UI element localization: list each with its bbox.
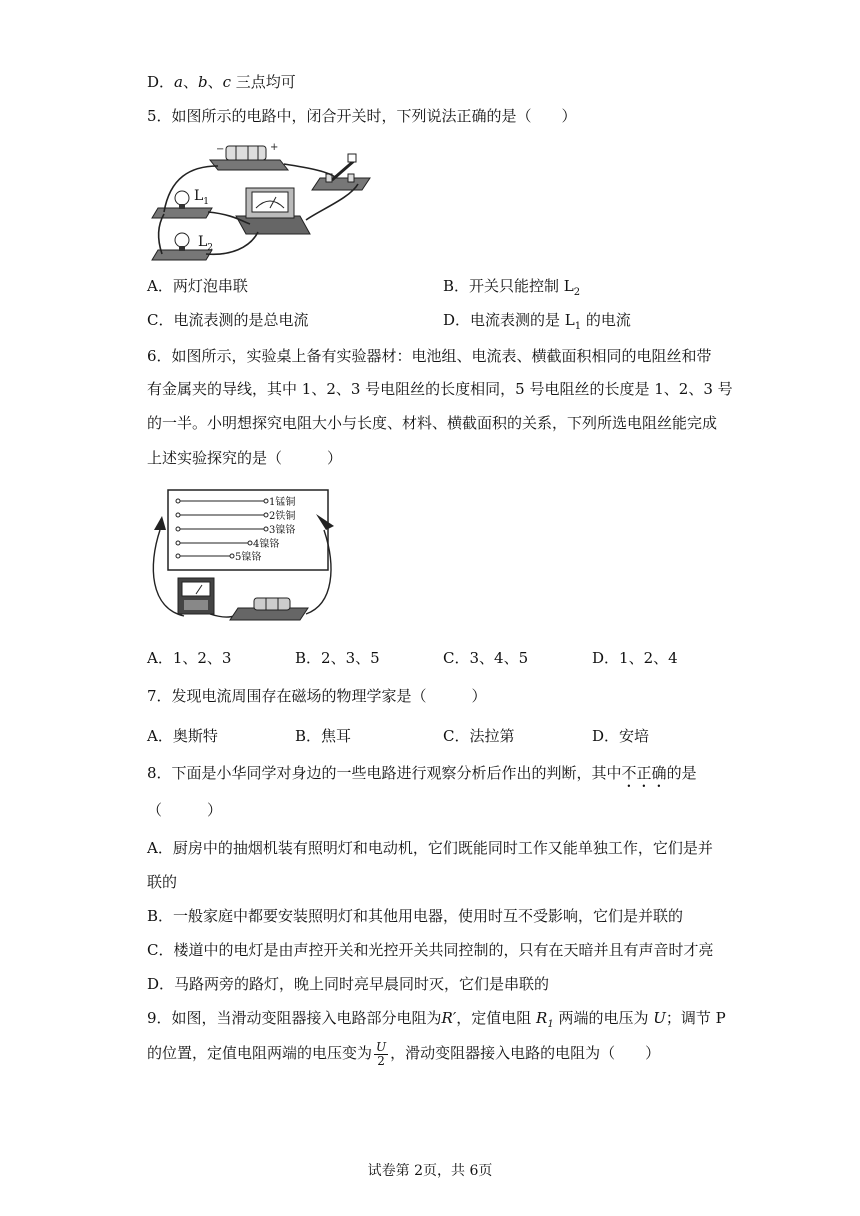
battery-icon: [210, 142, 288, 170]
wire-label-3: 3镍铬: [269, 525, 296, 536]
q5-option-d: D．电流表测的是 $L_1$ 的电流: [443, 311, 631, 332]
q6-stem-line3: 的一半。小明想探究电阻大小与长度、材料、横截面积的关系，下列所选电阻丝能完成: [147, 414, 718, 432]
battery-icon: [230, 598, 308, 620]
ammeter-icon: [178, 578, 214, 614]
q5-stem: 5．如图所示的电路中，闭合开关时，下列说法正确的是（ ）: [147, 107, 577, 125]
q8-option-d: D．马路两旁的路灯，晚上同时亮早晨同时灭，它们是串联的: [147, 975, 550, 993]
q7-stem: 7．发现电流周围存在磁场的物理学家是（ ）: [147, 687, 487, 705]
ammeter-icon: [236, 188, 310, 234]
q7-option-d: D．安培: [592, 727, 650, 745]
q8-emphasis: 不正确: [621, 764, 667, 782]
wire-label-5: 5镍铬: [235, 552, 262, 563]
q9-stem-line1: 9．如图，当滑动变阻器接入电路部分电阻为R′，定值电阻 $R_1$ 两端的电压为 U；调节 P: [147, 1009, 726, 1030]
q6-stem-line4: 上述实验探究的是（ ）: [147, 449, 343, 467]
svg-text:−: −: [216, 144, 225, 155]
q6-wire-board-figure: [148, 486, 348, 626]
q8-answer-paren: （ ）: [147, 801, 223, 819]
q6-option-c: C．3、4、5: [443, 649, 529, 667]
lamp-l2-label: $L_2$: [198, 234, 214, 253]
wire-label-2: 2铁铜: [269, 511, 296, 522]
page-footer: 试卷第 2页，共 6页: [367, 1163, 493, 1179]
q5-option-b: B．开关只能控制 $L_2$: [443, 277, 581, 298]
svg-text:+: +: [270, 142, 279, 153]
lamp-l1-label: $L_1$: [194, 188, 210, 207]
wire-label-1: 1锰铜: [269, 497, 296, 508]
q8-option-a-line1: A．厨房中的抽烟机装有照明灯和电动机，它们既能同时工作又能单独工作，它们是并: [147, 839, 713, 857]
clip-left-icon: [154, 516, 166, 530]
q6-option-d: D．1、2、4: [592, 649, 678, 667]
q5-option-c: C．电流表测的是总电流: [147, 311, 309, 329]
q8-stem: 8．下面是小华同学对身边的一些电路进行观察分析后作出的判断，其中不正确的是: [147, 764, 697, 782]
q8-option-c: C．楼道中的电灯是由声控开关和光控开关共同控制的，只有在天暗并且有声音时才亮: [147, 941, 714, 959]
q8-option-a-line2: 联的: [147, 873, 178, 891]
q5-circuit-figure: [150, 138, 380, 268]
q8-option-b: B．一般家庭中都要安装照明灯和其他用电器，使用时互不受影响，它们是并联的: [147, 907, 684, 925]
q6-option-b: B．2、3、5: [295, 649, 380, 667]
q9-fraction: $\frac{U}{2}$: [376, 1039, 387, 1068]
q6-option-a: A．1、2、3: [147, 649, 232, 667]
q5-option-a: A．两灯泡串联: [147, 277, 248, 295]
q6-stem-line2: 有金属夹的导线，其中 1、2、3 号电阻丝的长度相同，5 号电阻丝的长度是 1、2、3 号: [147, 380, 733, 398]
q4-option-d: D．a、b、c 三点均可: [147, 73, 296, 91]
wire-label-4: 4镍铬: [253, 539, 280, 550]
q7-option-b: B．焦耳: [295, 727, 352, 745]
q9-stem-line2: 的位置，定值电阻两端的电压变为 $\frac{U}{2}$ ，滑动变阻器接入电路的电阻为（ ）: [147, 1039, 661, 1068]
q6-stem-line1: 6．如图所示，实验桌上备有实验器材：电池组、电流表、横截面积相同的电阻丝和带: [147, 347, 712, 365]
q7-option-a: A．奥斯特: [147, 727, 218, 745]
q7-option-c: C．法拉第: [443, 727, 515, 745]
